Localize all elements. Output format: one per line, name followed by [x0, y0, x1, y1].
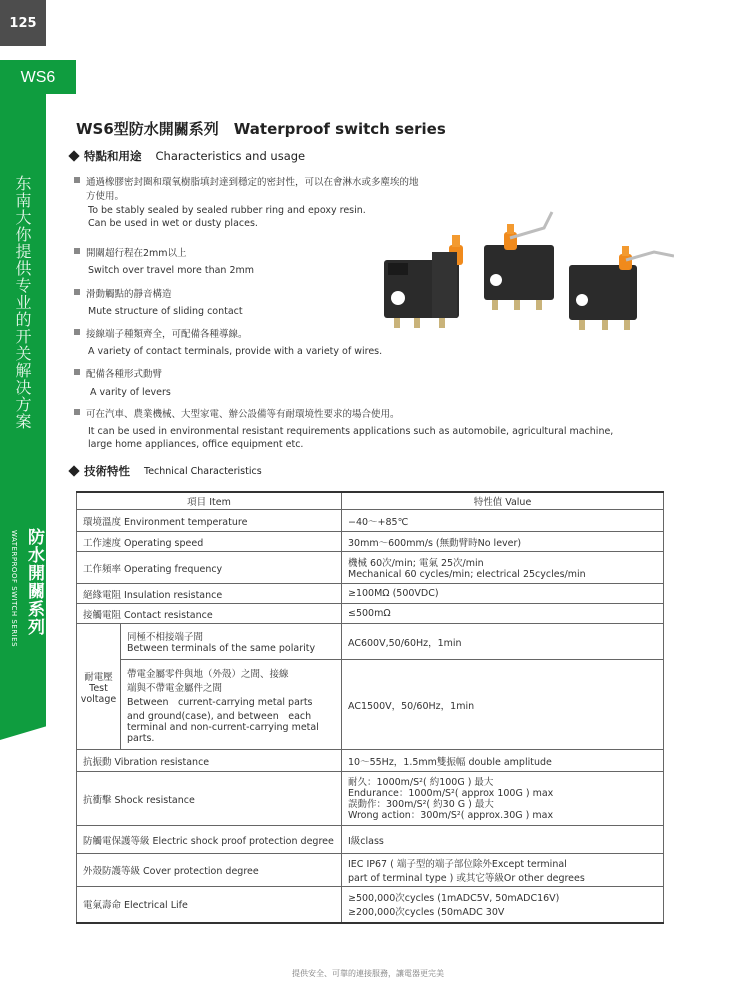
char-item-2-zh: 開關超行程在2mm以上: [74, 245, 187, 259]
row-item: 防觸電保護等級 Electric shock proof protection degree: [77, 826, 342, 854]
char-item-1-zh: 通過橡膠密封圈和環氧樹脂填封達到穩定的密封性，可以在會淋水或多塵埃的地方使用。: [74, 174, 424, 202]
square-bullet-icon: [74, 409, 80, 415]
diamond-bullet-icon: [68, 465, 79, 476]
row-value: ≥100MΩ (500VDC): [342, 584, 664, 604]
row-value: 30mm～600mm/s (無動臂時No lever): [342, 532, 664, 552]
char-item-4-zh: 接線端子種類齊全，可配備各種導線。: [74, 326, 248, 340]
side-title: 防水開關系列: [24, 528, 44, 636]
square-bullet-icon: [74, 248, 80, 254]
char-item-3-en: Mute structure of sliding contact: [88, 306, 243, 317]
row-item: 環境溫度 Environment temperature: [77, 510, 342, 532]
page-title: WS6型防水開關系列 Waterproof switch series: [76, 120, 446, 138]
table-row-voltage-b: [77, 660, 664, 750]
char-item-6-zh: 可在汽車、農業機械、大型家電、辦公設備等有耐環境性要求的場合使用。: [74, 406, 400, 420]
table-header-row: [77, 492, 664, 510]
table-row: [77, 772, 664, 826]
table-row: [77, 750, 664, 772]
switch-hinge-lever: [484, 212, 554, 310]
char-item-5-zh: 配備各種形式動臂: [74, 366, 162, 380]
char-item-4-en: A variety of contact terminals, provide with a variety of wires.: [88, 346, 383, 357]
table-row: [77, 887, 664, 923]
row-value: ≤500mΩ: [342, 604, 664, 624]
row-item: 抗振動 Vibration resistance: [77, 750, 342, 772]
page-number: 125: [0, 0, 46, 46]
value-line: 機械 60次/min; 電氣 25次/min: [348, 558, 484, 569]
tech-spec-table: [76, 491, 664, 924]
table-row: [77, 510, 664, 532]
square-bullet-icon: [74, 289, 80, 295]
voltage-label: 耐電壓 Test voltage: [77, 624, 121, 750]
table-row: [77, 552, 664, 584]
switch-long-lever: [569, 246, 674, 330]
voltage-a-item: 同極不相接端子間 Between terminals of the same polarity: [120, 624, 341, 660]
side-slogan: 东南大你提供专业的开关解决方案: [13, 175, 32, 430]
heading-en: Characteristics and usage: [155, 149, 306, 163]
square-bullet-icon: [74, 369, 80, 375]
row-value: −40～+85℃: [342, 510, 664, 532]
row-value: [342, 552, 664, 584]
row-value: IEC IP67 ( 端子型的端子部位除外Except terminal part of terminal type ) 或其它等級Or other degrees: [342, 854, 664, 887]
row-value: 10～55Hz，1.5mm雙振幅 double amplitude: [342, 750, 664, 772]
char-item-6-en1: It can be used in environmental resistant requirements applications such as automobile, agricultural machine,: [88, 426, 614, 437]
char-item-3-zh: 滑動觸點的靜音構造: [74, 286, 172, 300]
table-row-voltage-a: [77, 624, 664, 660]
table-row: [77, 854, 664, 887]
col-value-header: 特性值 Value: [342, 492, 664, 510]
table-row: [77, 584, 664, 604]
row-item: 外殼防護等級 Cover protection degree: [77, 854, 342, 887]
voltage-b-value: AC1500V，50/60Hz，1min: [342, 660, 664, 750]
table-row: [77, 532, 664, 552]
technical-heading: [70, 463, 262, 479]
row-item: 工作頻率 Operating frequency: [77, 552, 342, 584]
char-item-6-en2: large home appliances, office equipment etc.: [88, 439, 304, 450]
switch-product-photo: [384, 210, 674, 340]
row-value: ≥500,000次cycles (1mADC5V, 50mADC16V) ≥200,000次cycles (50mADC 30V: [342, 887, 664, 923]
characteristics-heading: [70, 148, 305, 164]
row-item: 抗衝擊 Shock resistance: [77, 772, 342, 826]
row-item: 電氣壽命 Electrical Life: [77, 887, 342, 923]
table-row: [77, 604, 664, 624]
heading-en: Technical Characteristics: [144, 465, 262, 477]
table-row: [77, 826, 664, 854]
col-item-header: 項目 Item: [77, 492, 342, 510]
square-bullet-icon: [74, 177, 80, 183]
footer-slogan: 提供安全、可靠的連接服務，讓電器更完美: [292, 969, 444, 978]
square-bullet-icon: [74, 329, 80, 335]
heading-zh: 特點和用途: [84, 149, 142, 163]
heading-zh: 技術特性: [84, 464, 130, 478]
series-tab: WS6: [20, 69, 56, 86]
row-value: 耐久：1000m/S²( 約100G ) 最大 Endurance：1000m/S²( approx 100G ) max 誤動作：300m/S²( 約30 G ) 最大 Wrong action：300m/S²( approx.30G ) max: [342, 772, 664, 826]
char-item-2-en: Switch over travel more than 2mm: [88, 265, 254, 276]
side-subtitle: WATERPROOF SWITCH SERIES: [10, 530, 18, 648]
switch-no-lever: [384, 235, 463, 328]
diamond-bullet-icon: [68, 150, 79, 161]
char-item-1-en2: Can be used in wet or dusty places.: [88, 218, 258, 229]
voltage-a-value: AC600V,50/60Hz，1min: [342, 624, 664, 660]
value-line: Mechanical 60 cycles/min; electrical 25cycles/min: [348, 569, 586, 580]
char-item-1-en1: To be stably sealed by sealed rubber ring and epoxy resin.: [88, 205, 366, 216]
char-item-5-en: A varity of levers: [90, 387, 171, 398]
row-item: 絕緣電阻 Insulation resistance: [77, 584, 342, 604]
row-value: Ⅰ級class: [342, 826, 664, 854]
voltage-b-item: 帶電金屬零件與地（外殼）之間、接線 端與不帶電金屬件之間 Between current-carrying metal parts and ground(case), and between each terminal and non-current-carrying metal parts.: [120, 660, 341, 750]
row-item: 工作速度 Operating speed: [77, 532, 342, 552]
row-item: 接觸電阻 Contact resistance: [77, 604, 342, 624]
